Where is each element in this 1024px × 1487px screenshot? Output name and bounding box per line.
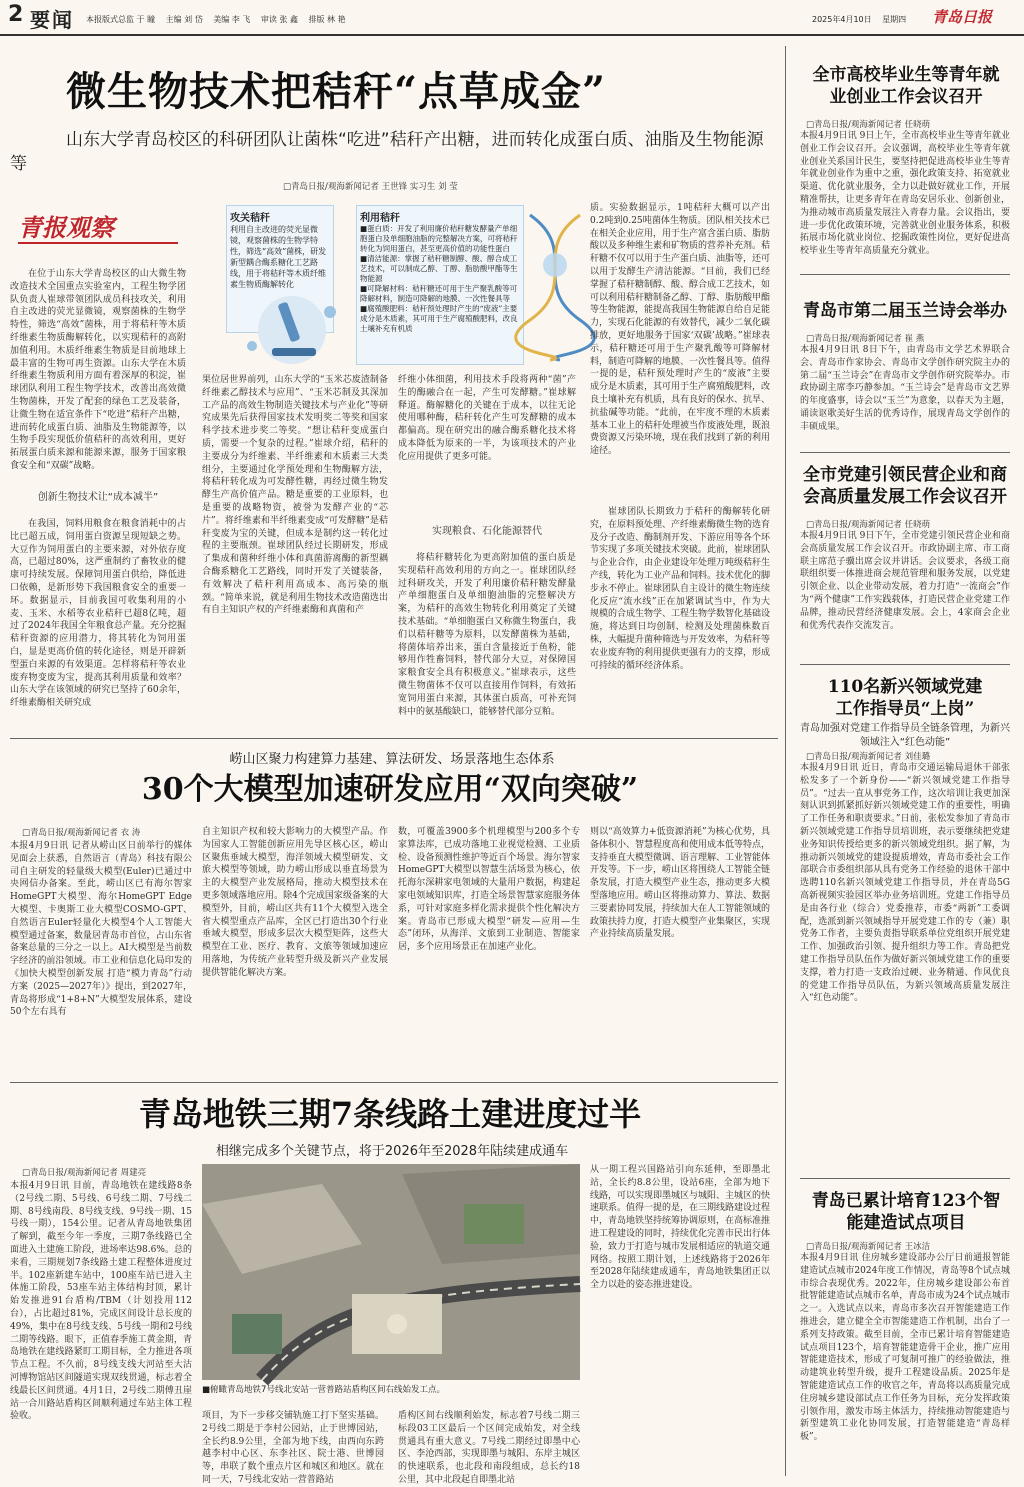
dna-icon <box>520 210 590 360</box>
story2-col4: 则以“高效算力+低资源消耗”为核心优势，具备体积小、智慧程度高和使用成本低等特点，支持垂直大模型微调、语言理解、工业智能体开发等。下一步，崂山区将围绕人工智能全链条发展，打造大模型产业生态，推动更多大模型落地应用。崂山区将推动算力、算法、数据三要素协同发展，持续加大在人工智能领域的政策扶持力度，打造大模型产业集聚区，实现产业持续高质量发展。 <box>590 827 771 940</box>
story3-title: 青岛地铁三期7条线路土建进度过半 <box>138 1095 642 1133</box>
info-item: ■可降解材料：秸秆糖还可用于生产聚乳酸等可降解材料，制造可降解的地膜、一次性餐具等 <box>360 284 518 303</box>
divider-news4 <box>800 1178 1010 1179</box>
divider-news3 <box>800 664 1010 665</box>
construction-site-image <box>202 1164 580 1380</box>
news2-byline: □青岛日报/观海新闻记者 崔 燕 <box>806 334 925 344</box>
dna-illustration <box>520 210 590 360</box>
divider-news2 <box>800 452 1010 453</box>
microscope-illustration <box>232 290 352 370</box>
news2-title: 青岛市第二届玉兰诗会举办 <box>803 301 1007 321</box>
lead-col4-a: 质。实验数据显示，1吨秸秆大概可以产出0.2吨到0.25吨菌体生物质。团队相关技术已在相关企业应用，用于生产富含蛋白质、脂肪酸以及多种维生素和矿物质的营养补充剂。秸秆糖不仅可以用于生产蛋白质、油脂等，还可以用于发酵生产清洁能源。“目前，我们已经掌握了秸秆糖制醇、酸、醇合成工艺技术，如可以利用秸秆糖制备乙醇、丁醇、脂肪酸甲酯等生物能源，能提高我国生物能源自给自足能力，实现石化能源的有效替代，减少二氧化碳排放，更好地服务于国家‘双碳’战略。”崔球表示，秸秆糖还可用于生产聚乳酸等可降解材料，制造可降解的地膜、一次性餐具等。值得一提的是，秸秆预处理时产生的“废液”主要成分是木质素，其可用于生产腐殖酸肥料，改良土壤补充有机质，具有良好的保水、抗旱、抗盐碱等功能。“此前，在牢度不理的木质素基本工业上的秸秆处理被当作废液处理，既浪费资源又污染环境，现在我们找到了新的利用途径。 <box>590 203 771 457</box>
news4-text: 本报4月9日讯 近日，青岛市交通运输局退休干部张松发多了一个新身份——“新兴领域党建工作指导员”。“过去一直从事党务工作，这次培训让我更加深刻认识到抓紧抓好新兴领域党建工作的重要性，明确了工作任务和职责要求。”日前，张松发参加了青岛市新兴领域党建工作指导员培训班，表示要继续把党建业务知识传授给更多的新兴领域党组织。据了解，为推动新兴领域党的建设提质增效，青岛市委社会工作部联合市委组织部从具有党务工作经验的退休干部中选聘110名新兴领域党建工作指导员，并在青岛5G高新视频实验园区举办业务培训班。党建工作指导员是由各行业（综合）党委推荐，市委“两新”工委调配，选派到新兴领域指导开展党建工作的专（兼）职党务工作者，主要负责指导联系单位党组织开展党建工作、加强政治引领、提升组织力等工作。青岛把党建工作指导员队伍作为做好新兴领域党建工作的重要支撑，着力打造一支政治过硬、业务精通、作风优良的党建工作指导员队伍，为新兴领域高质量发展注入“红色动能”。 <box>800 763 1010 1004</box>
column-logo-underline <box>18 242 178 244</box>
lead-col3-b: 将秸秆糖转化为更高附加值的蛋白质是实现秸秆高效利用的方向之一。崔球团队经过科研攻关，开发了利用廉价秸秆糖发酵量产单细胞蛋白及单细胞油脂的完整解决方案，为秸秆的高效生物转化利用奠定了关键技术基础。“单细胞蛋白又称微生物蛋白，我们以秸秆糖等为原料，以发酵菌株为基础，将菌体培养出来，蛋白含量接近于鱼粉，能够用作牲畜饲料，替代部分大豆，对保障国家粮食安全具有积极意义。”崔球表示，这些微生物菌体不仅可以直接用作饲料，有效拓宽饲用蛋白来源，其体蛋白质高，可补充饲料中的氨基酸缺口，能够替代部分豆粕。 <box>398 553 576 717</box>
divider-news1 <box>800 274 1010 275</box>
lead-col2: 果位居世界前列，山东大学的“玉米芯废渣制备纤维素乙醇技术与应用”、“玉米芯制及其深加工产品的高效生物制造关键技术与产业化”等研究成果先后获得国家技术发明奖二等奖和国家科学技术进步奖二等奖。“想让秸秆变成蛋白质，需要一个复杂的过程。”崔球介绍，秸秆的主要成分为纤维素、半纤维素和木质素三大类组分，主要通过化学预处理和生物酶解方法，将秸秆转化成为可发酵性糖，再经过微生物发酵生产高价值产品。糖是重要的工业原料，也是重要的战略物资，被誉为发酵产业的“芯片”。将纤维素和半纤维素变成“可发酵糖”是秸秆变废为宝的关键，但成本是制约这一转化过程的主要瓶颈。崔球团队经过长期研发，形成了集成和菌种纤维小体和真菌游离酶的新型耦合酶系糖化工艺路线，同时开发了关键装备，有效解决了秸秆利用高成本、高污染的瓶颈。“简单来说，就是利用生物技术改造菌选出有自主知识产权的产纤维素酶和真菌和产 <box>202 375 388 616</box>
lead-col3-a: 纤维小体细菌，利用技术手段将两种“菌”产生的酶融合在一起，产生可发酵糖。”崔球解释道。酶解糖化的关键在于成本，以往无论使用哪种酶，秸秆转化产生可发酵糖的成本都偏高。现在研究出的融合酶系糖化技术将成本降低为原来的一半，为该项技术的产业化应用提供了更多可能。 <box>398 375 576 462</box>
info-box-research-title: 攻关秸秆 <box>230 213 270 224</box>
photo-caption: ■俯瞰青岛地铁7号线北安站一营普路站盾构区间右线始发工点。 <box>202 1385 445 1395</box>
lead-section-heading-2: 实现粮食、石化能源替代 <box>432 526 542 537</box>
info-item: ■蛋白质：开发了利用廉价秸秆糖发酵量产单细胞蛋白及单细胞油脂的完整解决方案，可将秸秆转化为饲用蛋白，甚至更高价值的功能性蛋白 <box>360 224 518 253</box>
info-item: ■腐殖酸肥料：秸秆预处理时产生的“废液”主要成分是木质素，其可用于生产腐殖酸肥料，改良土壤补充有机质 <box>360 304 518 333</box>
newspaper-logo: 青岛日报 <box>932 8 993 26</box>
right-column-divider <box>785 46 786 1476</box>
info-box-research-text: 利用自主改进的荧光显微镜，观察菌株的生物学特性，筛选“高效”菌株，研发新型耦合酶系糖化工艺路线，用于将秸秆等木质纤维素生物质酶解转化 <box>230 225 327 289</box>
news3-text: 本报4月9日讯 9日下午，全市党建引领民营企业和商会高质量发展工作会议召开。市政协副主席、市工商联主席范子骥出席会议并讲话。会议要求，各级工商联组织要一体推进商会规范管理和服务发展，以党建引领企业、以企业带动发展，着力打造“一流商会”作为“两个健康”工作实践载体，打造民营企业党建工作品牌，推动民营经济健康发展。会上，4家商会企业和优秀代表作交流发言。 <box>800 531 1010 631</box>
lead-byline: □青岛日报/观海新闻记者 王世锋 实习生 刘 莹 <box>283 182 458 192</box>
date: 2025年4月10日 星期四 <box>812 15 907 24</box>
news4-subtitle: 青岛加强对党建工作指导员全链条管理，为新兴领域注入“红色动能” <box>800 723 1010 748</box>
news5-text: 本报4月9日讯 住房城乡建设部办公厅日前通报智能建造试点城市2024年度工作情况，青岛等8个试点城市综合表现优秀。2022年，住房城乡建设部公布首批智能建造试点城市名单，青岛市成为24个试点城市之一。入选试点以来，青岛市多次召开智能建造工作推进会，建立健全全市智能建造工作机制，出台了一系列支持政策。截至目前，全市已累计培育智能建造试点项目123个，培育智能建造骨干企业，推广应用智能建造技术，形成了可复制可推广的经验做法，推动建筑业转型升级，提升工程建设品质。2025年是智能建造试点工作的收官之年，青岛将以高质量完成住房城乡建设部试点工作任务为目标，充分发挥政策引领作用，激发市场主体活力，持续推动智能建造与新型建筑工业化协同发展，打造智能建造“青岛样板”。 <box>800 1253 1010 1443</box>
staff-line: 本报版式总监 于 瞳 主编 刘 岱 美编 李 飞 审读 张 鑫 排版 林 艳 <box>86 15 346 24</box>
news3-byline: □青岛日报/观海新闻记者 任晓萌 <box>806 520 931 530</box>
news5-title: 青岛已累计培育123个智能建造试点项目 <box>811 1191 1001 1233</box>
page-header <box>0 0 1024 34</box>
story2-kicker: 崂山区聚力构建算力基建、算法研发、场景落地生态体系 <box>229 752 555 767</box>
info-box-usage-title: 利用秸秆 <box>360 213 400 224</box>
story3-col1: 本报4月9日讯 目前，青岛地铁在建线路8条（2号线二期、5号线、6号线二期、7号线二期、8号线南段、8号线支线、9号线一期、15号线一期），154公里。记者从青岛地铁集团了解到，截至今年一季度，三期7条线路已全面进入土建施工阶段，进场率达98.6%。总的来看，三期规划7条线路土建工程整体进度过半。102座新建车站中，100座车站已进入主体施工阶段，53座车站主体结构封顶，累计始发推进91台盾构/TBM（计划投用112台），占比超过81%，完成区间设计总长度的49%，集中在8号线支线、5号线一期和2号线二期等线路。眼下，正值春季施工黄金期，青岛地铁在建线路紧盯工期目标，全力推进各项节点工程。不久前，8号线支线大河站至大沽河博物馆站区间隧道实现双线贯通，标志着全线最长区间贯通。4月1日，2号线二期傅丑崖站一合川路站盾构区间顺利通过车站主体工程验收。 <box>10 1181 192 1422</box>
news4-byline: □青岛日报/观海新闻记者 刘佳璐 <box>806 752 931 762</box>
news1-text: 本报4月9日讯 9日上午，全市高校毕业生等青年就业创业工作会议召开。会议强调，高校毕业生等青年就业创业关系国计民生，要坚持把促进高校毕业生等青年就业创业作为重中之重，强化政策支持、拓宽就业渠道、优化就业服务，全力以赴做好就业工作，开展精准帮扶，让更多青年在青岛安居乐业、创新创业，为推动城市高质量发展注入青春力量。会议指出，要进一步优化政策环境，完善就业创业服务体系，积极拓展市场化就业岗位、挖掘政策性岗位，更好促进高校毕业生等青年高质量充分就业。 <box>800 131 1010 257</box>
news4-title: 110名新兴领域党建工作指导员“上岗” <box>827 677 983 719</box>
story3-subtitle: 相继完成多个关键节点，将于2026年至2028年陆续建成通车 <box>215 1144 569 1159</box>
story3-col2: 项目，为下一步移交铺轨施工打下坚实基础。2号线二期是于李村公园站，止于世博园站，全长约8.9公里，全部为地下线，由西向东跨越李村中心区、东李社区、院士港、世博园等，串联了数个重点片区和城区和地区。就在同一天，7号线北安站一营普路站 <box>202 1411 384 1485</box>
lead-subtitle: 山东大学青岛校区的科研团队让菌株“吃进”秸秆产出糖，进而转化成蛋白质、油脂及生物能源等 <box>10 130 764 174</box>
divider-story2 <box>10 1082 778 1083</box>
divider-lead <box>10 738 778 739</box>
section-name: 要闻 <box>30 8 74 32</box>
info-item: ■清洁能源：掌握了秸秆糖制酵、酸、醇合成工艺技术，可以制成乙醇、丁醇、脂肪酸甲酯等生物能源 <box>360 254 518 283</box>
story2-byline: □青岛日报/观海新闻记者 衣 涛 <box>22 828 141 838</box>
lead-col1-b: 在我国，饲料用粮食在粮食消耗中的占比已超五成，饲用蛋白资源呈现短缺之势。大豆作为饲用蛋白的主要来源，对外依存度高，已超过80%，这严重制约了畜牧业的健康可持续发展。保障饲用蛋白供给，降低进口依赖，是新形势下我国粮食安全的重要一环。数据显示，目前我国可收集利用的小麦、玉米、水稻等农业秸秆已超8亿吨，超过了2024年我国全年粮食总产量。充分挖掘秸秆资源的应用潜力，将其转化为饲用蛋白，显是更高价值的转化途径，则是开辟新型蛋白来源的有效渠道。怎样将秸秆等农业废弃物变废为宝，提高其利用质量和效率？山东大学在该领域的研究已坚持了60余年，纤维素酶相关研究成 <box>10 519 186 709</box>
lead-col1-a: 在位于山东大学青岛校区的山大微生物改造技术全国重点实验室内，工程生物学团队负责人崔球带领团队成员科技攻关，利用自主改进的荧光显微镜，观察菌株的生物学特性，筛选“高效”菌株，用于将秸秆等木质纤维素生物质酶解转化，以实现秸秆的高附加值利用。木质纤维素生物质是目前地球上最丰富的生物可再生资源。山东大学在木质纤维素生物质利用方面有着深厚的积淀，崔球团队利用工程生物学技术，改善出高效微生物菌株，开发了配套的绿色工艺及装备，让微生物在适宜条件下“吃进”秸秆产出糖，进而转化成蛋白质、油脂及生物能源等，以生物手段实现低价值秸秆的高效利用，更好拓展蛋白质来源和能源来源，服务于国家粮食安全和“双碳”战略。 <box>10 269 186 471</box>
lead-section-heading-1: 创新生物技术让“成本减半” <box>37 492 159 503</box>
news5-byline: □青岛日报/观海新闻记者 王冰洁 <box>806 1242 931 1252</box>
header-rule <box>0 34 1024 36</box>
news1-byline: □青岛日报/观海新闻记者 任晓萌 <box>806 120 931 130</box>
story2-col3: 数，可覆盖3900多个机理模型与200多个专家算法库，已成功落地工业视觉检测、工业质检、设备预测性维护等近百个场景。海尔智家HomeGPT大模型以智慧生活场景为核心，依托海尔深耕家电领域的大量用户数据，构建起家电领域知识库，打造全场景智慧家庭服务体系，可针对家庭多样化需求提供个性化解决方案。青岛市已形成大模型“研发—应用—生态”闭环，从海洋、文旅到工业制造、智能家居，多个应用场景正在加速产业化。 <box>398 827 580 953</box>
lead-col4-b: 崔球团队长期致力于秸秆的酶解转化研究，在原料预处理、产纤维素酶微生物的选育及分子改造、酶制剂开发、下游应用等各个环节实现了多项关键技术突破。此前，崔球团队与企业合作，由企业建设年处理万吨级秸秆生产线，转化为工业产品和饲料。技术优化的脚步永不停止。崔球团队自主设计的微生物连续化反应“流水线”正在加紧调试当中，作为大规模的合成生物学、工程生物学数智化基础设施，将达到日均创制、检测及处理菌株数百株，大幅提升菌种筛选与开发效率，为秸秆等农业废弃物的利用提供更强有力的支撑，形成可持续的循环经济体系。 <box>590 507 771 671</box>
lead-title: 微生物技术把秸秆“点草成金” <box>66 68 607 115</box>
news2-text: 本报4月9日讯 8日下午，由青岛市文学艺术界联合会、青岛市作家协会、青岛市文学创作研究院主办的第二届“玉兰诗会”在青岛市文学创作研究院举办。市政协副主席李巧静参加。“玉兰诗会”是青岛市文艺界的年度盛事，诗会以“玉兰”为意象，以春天为主题，诵读讴歌美好生活的优秀诗作，展现青岛文学创作的丰硕成果。 <box>800 345 1010 432</box>
column-logo-text: 青报观察 <box>18 213 114 242</box>
story3-col4: 从一期工程兴国路站引向东延伸，至即墨北站，全长约8.8公里，设站6座，全部为地下线路，可以实现即墨城区与城阳、主城区的快速联系。值得一提的是，在三期线路建设过程中，青岛地铁坚持统筹协调原则，在高标准推进工程建设的同时，持续优化完善市民出行体验，致力于打造与城市发展相适应的轨道交通网络。按照工期计划，上述线路将于2026年至2028年陆续建成通车，青岛地铁集团正以全力以赴的姿态推进建设。 <box>590 1165 771 1291</box>
info-box-usage <box>356 205 524 365</box>
metro-construction-photo <box>202 1164 580 1380</box>
story3-col3: 盾构区间右线顺利始发，标志着7号线二期三标段03工区最后一个区间完成始发，对全线贯通具有重大意义。7号线二期经过即墨中心区、李沧西部，实现即墨与城阳、东岸主城区的快速联系，也北段和南段组成，总长约18公里，其中北段起自即墨北站 <box>398 1411 580 1485</box>
story3-byline: □青岛日报/观海新闻记者 周建亮 <box>22 1168 147 1178</box>
page-number: 2 <box>8 2 24 27</box>
story2-title: 30个大模型加速研发应用“双向突破” <box>141 772 639 807</box>
story2-col2: 自主知识产权和较大影响力的大模型产品。作为国家人工智能创新应用先导区核心区，崂山区聚焦垂域大模型，海洋领域大模型研发、文旅大模型等领域，助力崂山形成以垂直场景为主的大模型产业发展格局，推动大模型技术在更多领域落地应用。除4个完成国家级备案的大模型外，目前，崂山区共有11个大模型入选全省大模型重点产品库，全区已打造出30个行业垂域大模型，形成多层次大模型矩阵，这些大模型在工业、医疗、教育、文旅等领域加速应用落地，为传统产业转型升级及新兴产业发展提供智能化解决方案。 <box>202 827 388 978</box>
microscope-icon <box>232 290 352 370</box>
news3-title: 全市党建引领民营企业和商会高质量发展工作会议召开 <box>803 465 1007 507</box>
news1-title: 全市高校毕业生等青年就业创业工作会议召开 <box>812 65 1000 107</box>
column-logo <box>18 208 178 248</box>
story2-col1: 本报4月9日讯 记者从崂山区日前举行的媒体见面会上获悉，自然语言（青岛）科技有限公司自主研发的轻量级大模型(Euler)已通过中央网信办备案。至此，崂山区已有海尔智家HomeGPT大模型、海尔HomeGPT Edge大模型、卡奥斯工业大模型COSMO-GPT、自然语言Euler轻量化大模型4个人工智能大模型通过备案，数量居青岛市首位，占山东省备案总量的三分之一以上。AI大模型是当前数字经济的前沿领域。市工业和信息化局印发的《加快大模型创新发展 打造“模力青岛”行动方案（2025—2027年）》提出，到2027年，青岛将形成“1+8+N”大模型发展体系，建设50个左右具有 <box>10 841 192 1018</box>
